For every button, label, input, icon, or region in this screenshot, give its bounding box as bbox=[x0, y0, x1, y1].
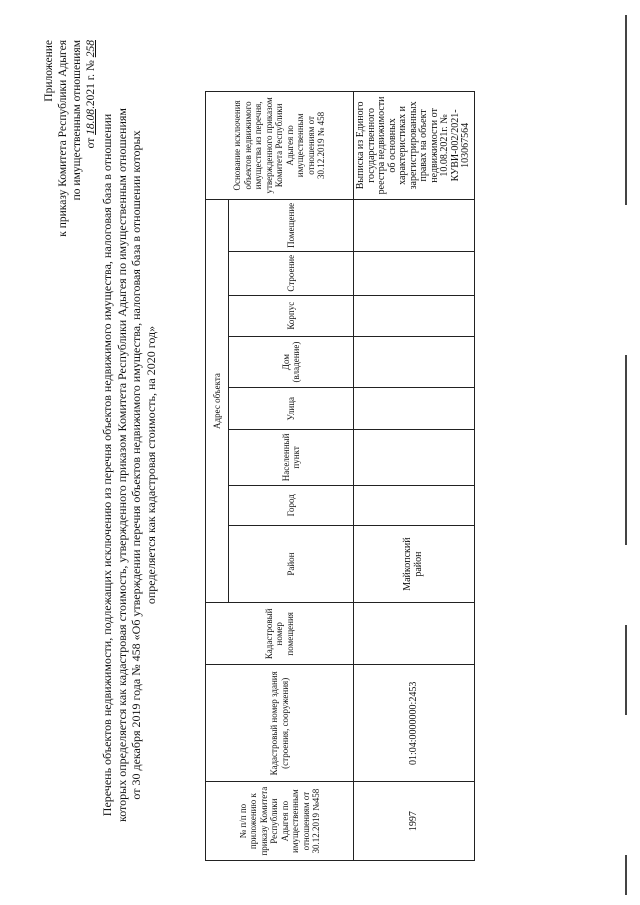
title-line-4: определяется как кадастровая стоимость, на 2020 год» bbox=[143, 325, 158, 605]
cell-cad-building: 01:04:0000000:2453 bbox=[354, 665, 475, 782]
cell-osnovanie: Выписка из Единого государственного реестра недвижимости об основных характеристиках и зарегистрированных правах на объект недвижимости от 10.08.2021г. № КУВИ-002/2021-103067564 bbox=[354, 92, 475, 200]
appendix-label: Приложение bbox=[43, 40, 55, 102]
date-suffix: .2021 г. № bbox=[85, 60, 97, 110]
header-pomeshenie: Помещение bbox=[229, 199, 354, 251]
title-line-2: которых определяется как кадастровая стоимость, утвержденного приказом Комитета Республики Адыгея по имущественным отношениям bbox=[114, 108, 129, 823]
title-line-1: Перечень объектов недвижимости, подлежащих исключению из перечня объектов недвижимого имущества, налоговая база в отношении bbox=[100, 113, 114, 817]
order-reference: к приказу Комитета Республики Адыгея bbox=[57, 40, 69, 237]
scan-edge-lines bbox=[625, 0, 627, 905]
date-prefix: от bbox=[85, 137, 97, 149]
header-no: № п/п по приложению к приказу Комитета Республики Адыгея по имущественным отношениям от 30.12.2019 №458 bbox=[206, 782, 354, 861]
cell-korpus bbox=[354, 295, 475, 336]
header-osnovanie: Основание исключения объектов недвижимого имущества из перечня, утвержденного приказом Комитета Республики Адыгея по имущественным отношениям от 30.12.2019 № 458 bbox=[206, 92, 354, 200]
document-title bbox=[100, 85, 158, 845]
cell-pomeshenie bbox=[354, 199, 475, 251]
objects-table bbox=[205, 91, 475, 861]
cell-ulica bbox=[354, 388, 475, 430]
cell-gorod bbox=[354, 485, 475, 525]
header-rayon: Район bbox=[229, 525, 354, 602]
cell-cad-room bbox=[354, 603, 475, 665]
order-date-line bbox=[84, 40, 98, 237]
order-reference-cont: по имущественным отношениям bbox=[71, 40, 83, 201]
cell-dom bbox=[354, 336, 475, 387]
header-ulica: Улица bbox=[229, 388, 354, 430]
cell-np bbox=[354, 430, 475, 486]
document-header bbox=[42, 40, 98, 237]
title-line-3: от 30 декабря 2019 года № 458 «Об утверждении перечня объектов недвижимого имущества, налоговая база в отношении которых bbox=[129, 130, 143, 800]
edge-line bbox=[625, 855, 627, 895]
order-date: 18.08 bbox=[85, 109, 97, 135]
edge-line bbox=[625, 15, 627, 205]
edge-line bbox=[625, 625, 627, 715]
order-number: 258 bbox=[85, 40, 97, 58]
header-address-group: Адрес объекта bbox=[206, 199, 229, 602]
table-row bbox=[354, 92, 475, 861]
header-stroenie: Строение bbox=[229, 251, 354, 295]
header-cad-building: Кадастровый номер здания (строения, сооружения) bbox=[206, 665, 354, 782]
cell-stroenie bbox=[354, 251, 475, 295]
header-gorod: Город bbox=[229, 485, 354, 525]
header-dom: Дом (владение) bbox=[229, 336, 354, 387]
edge-line bbox=[625, 355, 627, 545]
cell-rayon: Майкопский район bbox=[354, 525, 475, 602]
header-korpus: Корпус bbox=[229, 295, 354, 336]
cell-no: 1997 bbox=[354, 782, 475, 861]
table-header-row bbox=[206, 92, 229, 861]
header-np: Населенный пункт bbox=[229, 430, 354, 486]
header-cad-room: Кадастровый номер помещения bbox=[206, 603, 354, 665]
